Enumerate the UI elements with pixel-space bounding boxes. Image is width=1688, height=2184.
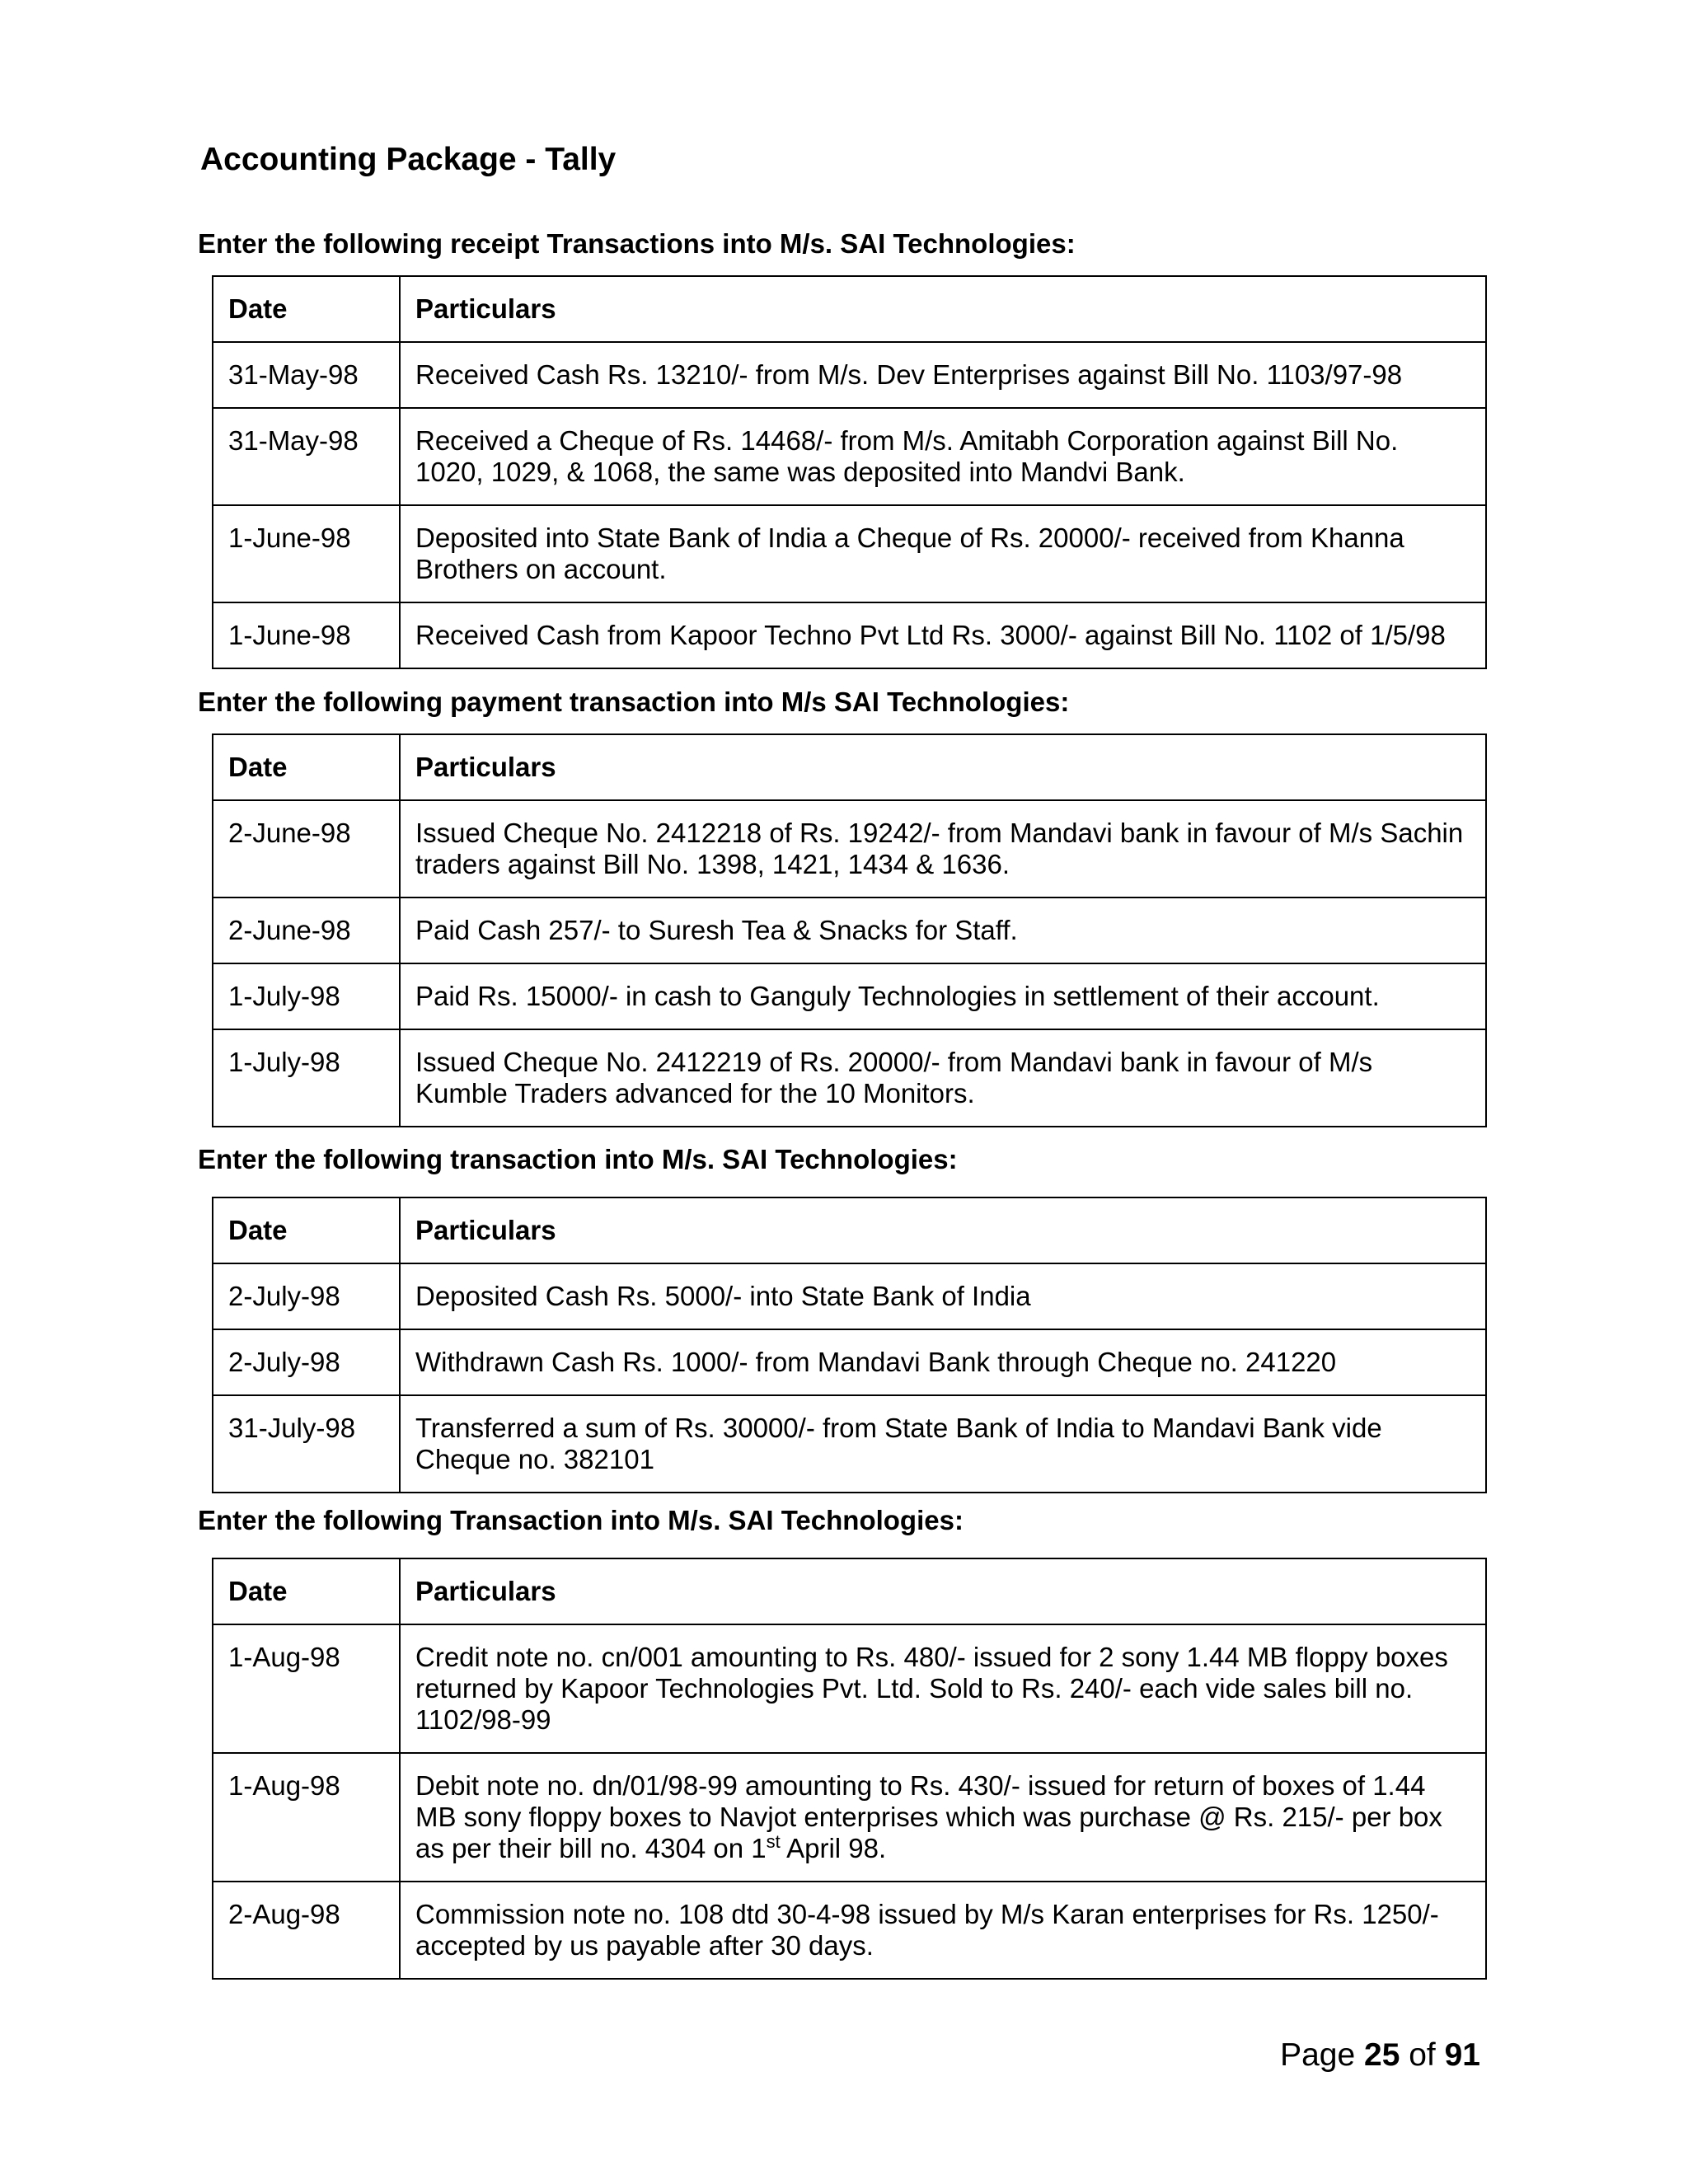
cell-particulars: Deposited Cash Rs. 5000/- into State Bank of India bbox=[400, 1263, 1486, 1329]
cell-date: 2-June-98 bbox=[213, 800, 400, 898]
cell-date: 2-June-98 bbox=[213, 898, 400, 963]
cell-date: 31-May-98 bbox=[213, 342, 400, 408]
table-row bbox=[213, 1624, 1486, 1753]
cell-particulars: Received Cash Rs. 13210/- from M/s. Dev Enterprises against Bill No. 1103/97-98 bbox=[400, 342, 1486, 408]
section-heading-notes: Enter the following Transaction into M/s. SAI Technologies: bbox=[198, 1505, 964, 1535]
total-pages: 91 bbox=[1444, 2037, 1480, 2073]
cell-particulars: Commission note no. 108 dtd 30-4-98 issued by M/s Karan enterprises for Rs. 1250/- accepted by us payable after 30 days. bbox=[400, 1882, 1486, 1979]
table-row bbox=[213, 505, 1486, 602]
cell-date: 1-Aug-98 bbox=[213, 1624, 400, 1753]
document-title: Accounting Package - Tally bbox=[200, 142, 617, 177]
column-header-date: Date bbox=[213, 276, 400, 342]
page-number bbox=[1280, 2036, 1480, 2075]
notes-table bbox=[212, 1558, 1487, 1980]
cell-date: 1-July-98 bbox=[213, 1029, 400, 1127]
particulars-text-end: April 98. bbox=[780, 1833, 887, 1863]
ordinal-suffix: st bbox=[766, 1831, 781, 1852]
section-heading-receipts: Enter the following receipt Transactions into M/s. SAI Technologies: bbox=[198, 228, 1076, 259]
receipts-table bbox=[212, 275, 1487, 669]
table-row bbox=[213, 800, 1486, 898]
table-row bbox=[213, 1395, 1486, 1493]
cell-date: 1-June-98 bbox=[213, 505, 400, 602]
table-header-row bbox=[213, 1197, 1486, 1263]
table-row bbox=[213, 1753, 1486, 1882]
cell-particulars: Issued Cheque No. 2412218 of Rs. 19242/- from Mandavi bank in favour of M/s Sachin traders against Bill No. 1398, 1421, 1434 & 1636. bbox=[400, 800, 1486, 898]
cell-date: 1-July-98 bbox=[213, 963, 400, 1029]
table-row bbox=[213, 1029, 1486, 1127]
page-label: Page bbox=[1280, 2037, 1356, 2073]
column-header-date: Date bbox=[213, 1197, 400, 1263]
table-row bbox=[213, 1329, 1486, 1395]
column-header-date: Date bbox=[213, 734, 400, 800]
particulars-text: Debit note no. dn/01/98-99 amounting to Rs. 430/- issued for return of boxes of 1.44 MB sony floppy boxes to Navjot enterprises which was purchase @ Rs. 215/- per box as per their bill no. 4304 on 1 bbox=[415, 1770, 1442, 1863]
current-page: 25 bbox=[1364, 2037, 1400, 2073]
cell-particulars: Received a Cheque of Rs. 14468/- from M/s. Amitabh Corporation against Bill No. 1020, 1029, & 1068, the same was deposited into Mandvi Bank. bbox=[400, 408, 1486, 505]
payments-table bbox=[212, 733, 1487, 1127]
cell-date: 31-July-98 bbox=[213, 1395, 400, 1493]
table-header-row bbox=[213, 1558, 1486, 1624]
table-header-row bbox=[213, 734, 1486, 800]
table-row bbox=[213, 602, 1486, 668]
section-heading-transfers: Enter the following transaction into M/s. SAI Technologies: bbox=[198, 1144, 958, 1174]
table-row bbox=[213, 408, 1486, 505]
table-row bbox=[213, 963, 1486, 1029]
column-header-particulars: Particulars bbox=[400, 276, 1486, 342]
table-row bbox=[213, 898, 1486, 963]
cell-particulars: Paid Rs. 15000/- in cash to Ganguly Technologies in settlement of their account. bbox=[400, 963, 1486, 1029]
cell-particulars: Withdrawn Cash Rs. 1000/- from Mandavi Bank through Cheque no. 241220 bbox=[400, 1329, 1486, 1395]
of-label: of bbox=[1409, 2037, 1436, 2073]
cell-particulars: Paid Cash 257/- to Suresh Tea & Snacks for Staff. bbox=[400, 898, 1486, 963]
column-header-date: Date bbox=[213, 1558, 400, 1624]
cell-particulars bbox=[400, 1753, 1486, 1882]
cell-particulars: Transferred a sum of Rs. 30000/- from State Bank of India to Mandavi Bank vide Cheque no. 382101 bbox=[400, 1395, 1486, 1493]
cell-date: 2-July-98 bbox=[213, 1263, 400, 1329]
column-header-particulars: Particulars bbox=[400, 1558, 1486, 1624]
table-header-row bbox=[213, 276, 1486, 342]
section-heading-payments: Enter the following payment transaction into M/s SAI Technologies: bbox=[198, 687, 1070, 717]
cell-particulars: Issued Cheque No. 2412219 of Rs. 20000/- from Mandavi bank in favour of M/s Kumble Traders advanced for the 10 Monitors. bbox=[400, 1029, 1486, 1127]
table-row bbox=[213, 1882, 1486, 1979]
cell-date: 31-May-98 bbox=[213, 408, 400, 505]
column-header-particulars: Particulars bbox=[400, 734, 1486, 800]
cell-date: 2-July-98 bbox=[213, 1329, 400, 1395]
transfers-table bbox=[212, 1197, 1487, 1493]
cell-date: 1-June-98 bbox=[213, 602, 400, 668]
cell-date: 1-Aug-98 bbox=[213, 1753, 400, 1882]
table-row bbox=[213, 1263, 1486, 1329]
cell-particulars: Deposited into State Bank of India a Cheque of Rs. 20000/- received from Khanna Brothers on account. bbox=[400, 505, 1486, 602]
table-row bbox=[213, 342, 1486, 408]
cell-particulars: Received Cash from Kapoor Techno Pvt Ltd Rs. 3000/- against Bill No. 1102 of 1/5/98 bbox=[400, 602, 1486, 668]
cell-date: 2-Aug-98 bbox=[213, 1882, 400, 1979]
cell-particulars: Credit note no. cn/001 amounting to Rs. 480/- issued for 2 sony 1.44 MB floppy boxes returned by Kapoor Technologies Pvt. Ltd. Sold to Rs. 240/- each vide sales bill no. 1102/98-99 bbox=[400, 1624, 1486, 1753]
column-header-particulars: Particulars bbox=[400, 1197, 1486, 1263]
